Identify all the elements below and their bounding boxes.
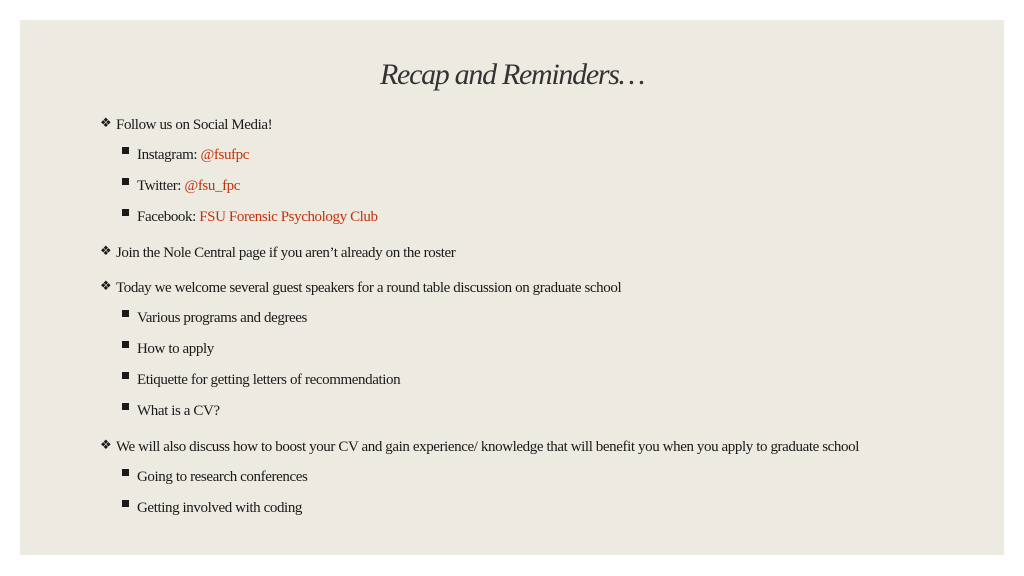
sub-bullet-label: Etiquette for getting letters of recommendation (137, 372, 401, 388)
sub-bullet-label: Facebook: (137, 209, 200, 225)
square-bullet-icon (122, 500, 129, 507)
sub-bullet-etiquette (122, 371, 400, 389)
sub-bullet-facebook (122, 208, 378, 226)
slide (20, 20, 1004, 555)
square-bullet-icon (122, 310, 129, 317)
bullet-text: Join the Nole Central page if you aren’t already on the roster (116, 245, 456, 261)
bullet-nole-central (100, 243, 455, 261)
square-bullet-icon (122, 209, 129, 216)
bullet-social-media (100, 115, 272, 133)
diamond-cluster-bullet-icon: ❖ (100, 279, 112, 294)
bullet-text: Today we welcome several guest speakers for a round table discussion on graduate school (116, 280, 622, 296)
sub-bullet-label: Getting involved with coding (137, 500, 303, 516)
facebook-page-link[interactable]: FSU Forensic Psychology Club (199, 209, 378, 225)
sub-bullet-label: What is a CV? (137, 403, 220, 419)
sub-bullet-label: Various programs and degrees (137, 310, 307, 326)
square-bullet-icon (122, 147, 129, 154)
sub-bullet-label: Instagram: (137, 147, 201, 163)
bullet-text: Follow us on Social Media! (116, 117, 273, 133)
sub-bullet-cv (122, 402, 220, 420)
sub-bullet-instagram (122, 146, 249, 164)
square-bullet-icon (122, 372, 129, 379)
sub-bullet-conferences (122, 468, 307, 486)
sub-bullet-label: Going to research conferences (137, 469, 308, 485)
diamond-cluster-bullet-icon: ❖ (100, 244, 112, 259)
square-bullet-icon (122, 403, 129, 410)
sub-bullet-how-to-apply (122, 340, 214, 358)
sub-bullet-label: How to apply (137, 341, 214, 357)
sub-bullet-programs (122, 309, 307, 327)
twitter-handle-link[interactable]: @fsu_fpc (184, 178, 241, 194)
square-bullet-icon (122, 469, 129, 476)
sub-bullet-coding (122, 499, 302, 517)
slide-title: Recap and Reminders… (380, 58, 644, 91)
diamond-cluster-bullet-icon: ❖ (100, 438, 112, 453)
square-bullet-icon (122, 341, 129, 348)
sub-bullet-twitter (122, 177, 240, 195)
bullet-text: We will also discuss how to boost your CV and gain experience/ knowledge that will benefit you when you apply to graduate school (116, 439, 859, 455)
diamond-cluster-bullet-icon: ❖ (100, 116, 112, 131)
square-bullet-icon (122, 178, 129, 185)
bullet-guest-speakers (100, 278, 621, 296)
instagram-handle-link[interactable]: @fsufpc (200, 147, 249, 163)
sub-bullet-label: Twitter: (137, 178, 185, 194)
bullet-boost-cv (100, 437, 859, 455)
